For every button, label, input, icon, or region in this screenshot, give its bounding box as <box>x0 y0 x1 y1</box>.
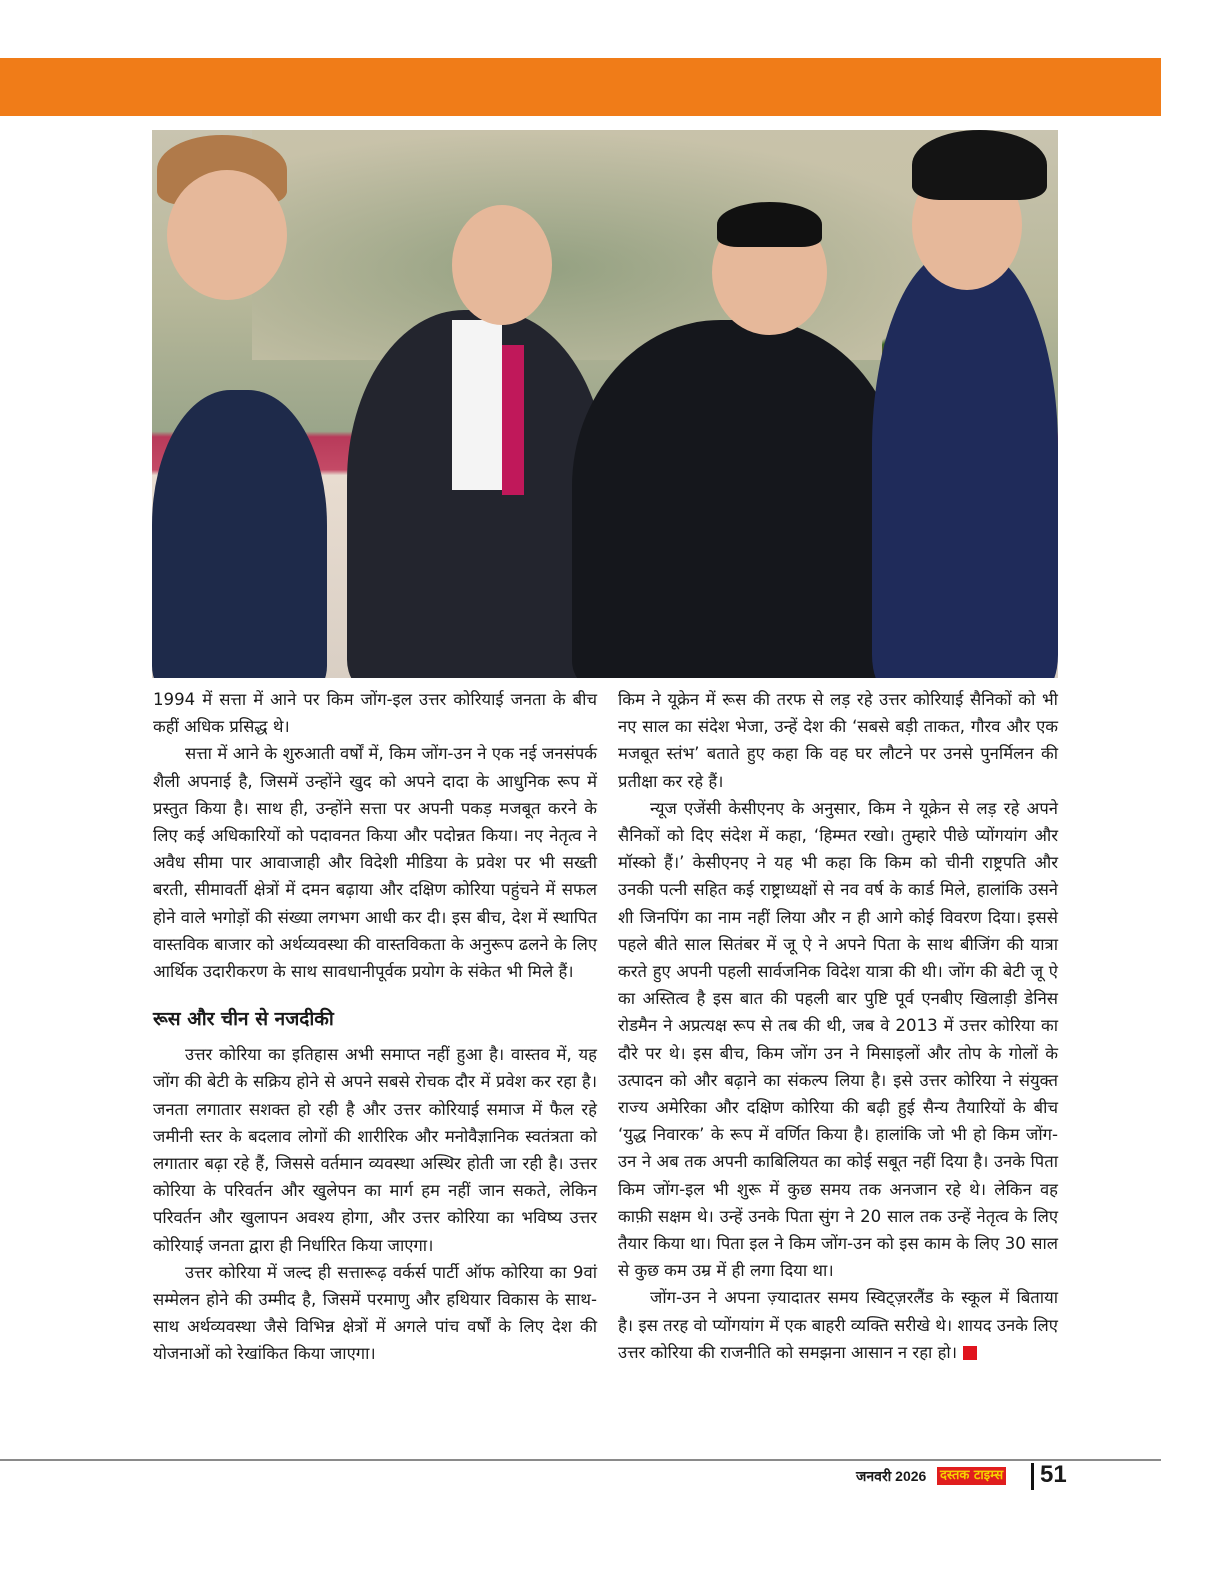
section-subheading: रूस और चीन से नजदीकी <box>153 1008 334 1031</box>
person-second-head <box>452 205 552 325</box>
footer-divider <box>0 1459 1161 1461</box>
person-third <box>572 320 902 678</box>
page-number: 51 <box>1040 1461 1067 1488</box>
header-color-band <box>0 58 1161 116</box>
person-right-hair <box>912 130 1047 200</box>
publication-logo: दस्तक टाइम्स <box>937 1467 1006 1485</box>
paragraph: न्यूज एजेंसी केसीएनए के अनुसार, किम ने यूक्रेन से लड़ रहे अपने सैनिकों को दिए संदेश में कहा, ‘हिम्मत रखो। तुम्हारे पीछे प्योंगयांग और मॉस्को हैं।’ केसीएनए ने यह भी कहा कि किम को चीनी राष्ट्रपति और उनकी पत्नी सहित कई राष्ट्राध्यक्षों से नव वर्ष के कार्ड मिले, हालांकि उसने शी जिनपिंग का नाम नहीं लिया और न ही आगे कोई विवरण दिया। इससे पहले बीते साल सितंबर में जू ऐ ने अपने पिता के साथ बीजिंग की यात्रा करते हुए अपनी पहली सार्वजनिक विदेश यात्रा की थी। जोंग की बेटी जू ऐ का अस्तित्व है इस बात की पहली बार पुष्टि पूर्व एनबीए खिलाड़ी डेनिस रोडमैन ने अप्रत्यक्ष रूप से तब की थी, जब वे 2013 में उत्तर कोरिया का दौरे पर थे। इस बीच, किम जोंग उन ने मिसाइलों और तोप के गोलों के उत्पादन को और बढ़ाने का संकल्प लिया है। इसे उत्तर कोरिया ने संयुक्त राज्य अमेरिका और दक्षिण कोरिया की बढ़ी हुई सैन्य तैयारियों के बीच ‘युद्ध निवारक’ के रूप में वर्णित किया है। हालांकि जो भी हो किम जोंग-उन ने अब तक अपनी काबिलियत का कोई सबूत नहीं दिया है। उनके पिता किम जोंग-इल भी शुरू में कुछ समय तक अनजान रहे थे। लेकिन वह काफ़ी सक्षम थे। उन्हें उनके पिता सुंग ने 20 साल तक उन्हें नेतृत्व के लिए तैयार किया था। पिता इल ने किम जोंग-उन को इस काम के लिए 30 साल से कुछ कम उम्र में ही लगा दिया था। <box>618 798 1058 1281</box>
paragraph: सत्ता में आने के शुरुआती वर्षों में, किम जोंग-उन ने एक नई जनसंपर्क शैली अपनाई है, जिसमें उन्होंने खुद को अपने दादा के आधुनिक रूप में प्रस्तुत किया है। साथ ही, उन्होंने सत्ता पर अपनी पकड़ मजबूत करने के लिए कई अधिकारियों को पदावनत किया और पदोन्नत किया। नए नेतृत्व ने अवैध सीमा पार आवाजाही और विदेशी मीडिया के प्रवेश पर भी सख्ती बरती, सीमावर्ती क्षेत्रों में दमन बढ़ाया और दक्षिण कोरिया पहुंचने में सफल होने वाले भगोड़ों की संख्या लगभग आधी कर दी। इस बीच, देश में स्थापित वास्तविक बाजार को अर्थव्यवस्था की वास्तविकता के अनुरूप ढलने के लिए आर्थिक उदारीकरण के साथ सावधानीपूर्वक प्रयोग के संकेत भी मिले हैं। <box>153 744 597 982</box>
person-left <box>152 390 327 678</box>
shirt <box>452 320 502 490</box>
paragraph: 1994 में सत्ता में आने पर किम जोंग-इल उत्तर कोरियाई जनता के बीच कहीं अधिक प्रसिद्ध थे। <box>153 690 597 737</box>
paragraph: उत्तर कोरिया का इतिहास अभी समाप्त नहीं हुआ है। वास्तव में, यह जोंग की बेटी के सक्रिय होने से अपने सबसे रोचक दौर में प्रवेश कर रहा है। जनता लगातार सशक्त हो रही है और उत्तर कोरियाई समाज में फैल रहे जमीनी स्तर के बदलाव लोगों की शारीरिक और मनोवैज्ञानिक स्वतंत्रता को लगातार बढ़ा रहे हैं, जिससे वर्तमान व्यवस्था अस्थिर होती जा रही है। उत्तर कोरिया के परिवर्तन और खुलेपन का मार्ग हम नहीं जान सकते, लेकिन परिवर्तन और खुलापन अवश्य होगा, और उत्तर कोरिया का भविष्य उत्तर कोरियाई जनता द्वारा ही निर्धारित किया जाएगा। <box>153 1045 597 1255</box>
footer-separator <box>1031 1463 1034 1490</box>
paragraph-final <box>618 1284 1058 1366</box>
painting-backdrop <box>252 130 972 360</box>
issue-date: जनवरी 2026 <box>856 1468 927 1484</box>
paragraph-text: जोंग-उन ने अपना ज़्यादातर समय स्विट्ज़रलैंड के स्कूल में बिताया है। इस तरह वो प्योंगयांग में एक बाहरी व्यक्ति सरीखे थे। शायद उनके लिए उत्तर कोरिया की राजनीति को समझना आसान न रहा हो। <box>618 1288 1058 1362</box>
article-column-left <box>153 686 597 1368</box>
tie <box>502 345 524 495</box>
paragraph: उत्तर कोरिया में जल्द ही सत्तारूढ़ वर्कर्स पार्टी ऑफ कोरिया का 9वां सम्मेलन होने की उम्मीद है, जिसमें परमाणु और हथियार विकास के साथ-साथ अर्थव्यवस्था जैसे विभिन्न क्षेत्रों में अगले पांच वर्षों के लिए देश की योजनाओं को रेखांकित किया जाएगा। <box>153 1262 597 1364</box>
end-mark-icon <box>963 1346 977 1360</box>
person-right <box>872 250 1058 678</box>
article-column-right <box>618 686 1058 1366</box>
person-left-head <box>167 170 287 300</box>
paragraph: किम ने यूक्रेन में रूस की तरफ से लड़ रहे उत्तर कोरियाई सैनिकों को भी नए साल का संदेश भेजा, उन्हें देश की ‘सबसे बड़ी ताकत, गौरव और एक मजबूत स्तंभ’ बताते हुए कहा कि वह घर लौटने पर उनसे पुनर्मिलन की प्रतीक्षा कर रहे हैं। <box>618 690 1058 791</box>
article-photo <box>152 130 1058 678</box>
person-third-hair <box>717 202 822 247</box>
